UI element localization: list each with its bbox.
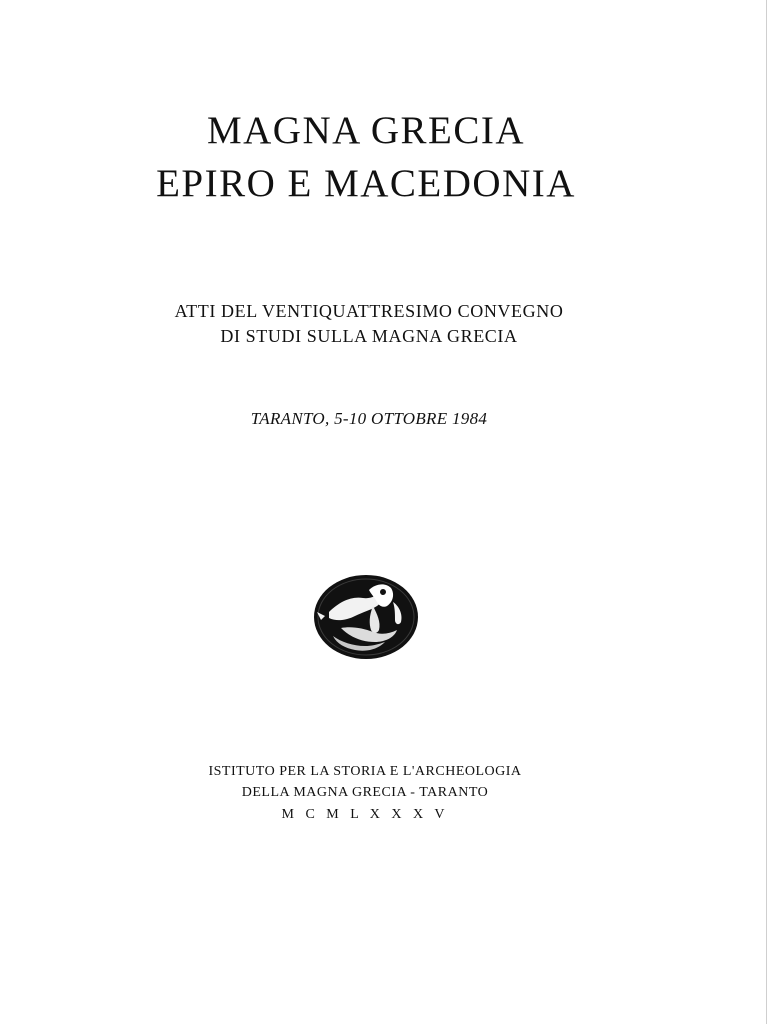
subtitle-line-2: DI STUDI SULLA MAGNA GRECIA [220, 326, 518, 346]
book-title-line-2: EPIRO E MACEDONIA [156, 162, 576, 205]
conference-date-place: TARANTO, 5-10 OTTOBRE 1984 [250, 409, 488, 428]
publisher-line-2: DELLA MAGNA GRECIA - TARANTO [241, 785, 489, 800]
subtitle-line-1: ATTI DEL VENTIQUATTRESIMO CONVEGNO [174, 301, 564, 321]
book-title-line-1: MAGNA GRECIA [206, 109, 526, 152]
publisher-line-1: ISTITUTO PER LA STORIA E L'ARCHEOLOGIA [208, 764, 522, 779]
coin-emblem-icon [311, 572, 421, 662]
page-edge [766, 0, 767, 1024]
publication-year: M C M L X X X V [281, 807, 449, 822]
